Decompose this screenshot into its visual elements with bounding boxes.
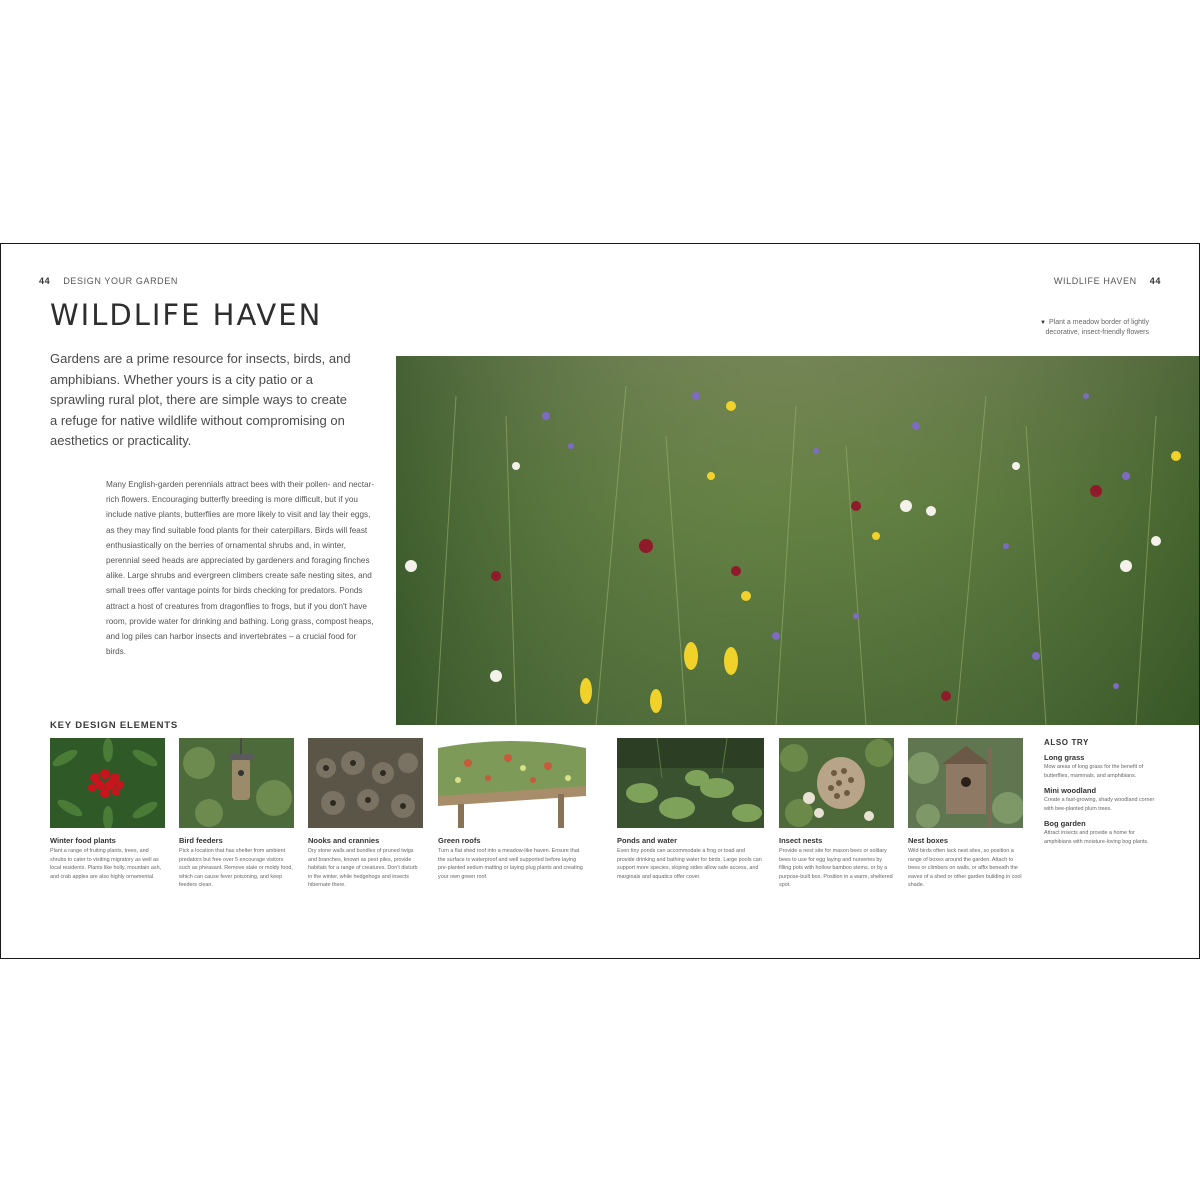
element-bird-feeders xyxy=(179,738,294,890)
also-try-item-description: Create a fast-growing, shady woodland corner with bee-planted plum trees. xyxy=(1044,797,1155,812)
element-description: Plant a range of fruiting plants, trees, and shrubs to cater to visiting migratory as well as local residents. Plants like holly, mountain ash, and crab apples are also highly ornamental. xyxy=(50,848,162,880)
photo-caption xyxy=(1029,318,1149,338)
body-paragraph: Many English-garden perennials attract bees with their pollen- and nectar-rich flowers. Encouraging butterfly breeding is more difficult, but if you include native plants, butterflies are more likely to visit and lay their eggs, as they may find suitable food plants for their caterpillars. Birds will feast enthusiastically on the berries of ornamental shrubs and, in winter, perennial seed heads are appreciated by gardeners and foraging finches alike. Large shrubs and evergreen climbers create safe nesting sites, and small trees offer vantage points for birds checking for predators. Ponds attract a host of creatures from dragonflies to frogs, but if you don't have room, provide water for drinking and bathing. Long grass, compost heaps, and log piles can harbor insects and invertebrates – a crucial food for birds. xyxy=(106,480,375,657)
key-design-elements-heading: KEY DESIGN ELEMENTS xyxy=(50,720,178,731)
ponds-and-water-photo xyxy=(617,738,764,828)
also-try-heading: ALSO TRY xyxy=(1044,738,1089,747)
element-description: Pick a location that has shelter from ambient predators but free over 5 encourage visitors such as pheasant. Remove stale or moldy food, which can cause fever poisoning, and keep feeders clean. xyxy=(179,848,293,889)
element-title: Ponds and water xyxy=(617,836,678,845)
element-description: Wild birds often lack nest sites, so position a range of boxes around the garden. Attach to trees or climbers on walls, or affix beneath the eaves of a shed or other garden building in cool shade. xyxy=(908,848,1022,889)
left-section-label: DESIGN YOUR GARDEN xyxy=(63,276,178,286)
right-section-label: WILDLIFE HAVEN xyxy=(1053,276,1137,286)
element-title: Green roofs xyxy=(438,836,481,845)
also-try-item-name: Long grass xyxy=(1044,753,1085,762)
triangle-down-icon: ▼ xyxy=(1040,320,1046,326)
element-title: Nooks and crannies xyxy=(308,836,380,845)
element-description: Provide a nest site for mason bees or solitary bees to use for egg laying and nurseries by filling pots with hollow bamboo stems, or by a purpose-built box. Position in a warm, sheltered spot. xyxy=(779,848,893,889)
element-description: Dry stone walls and bundles of pruned twigs and branches, known as pest piles, provide habitats for a range of creatures. Don't disturb in the winter, while hedgehogs and insects hibernate there. xyxy=(308,848,418,889)
intro-paragraph: Gardens are a prime resource for insects, birds, and amphibians. Whether yours is a city patio or a sprawling rural plot, there are simple ways to create a refuge for native wildlife without compromising on aesthetics or practicality. xyxy=(50,351,351,448)
left-folio xyxy=(29,276,178,286)
also-try-panel xyxy=(1044,738,1159,847)
element-title: Insect nests xyxy=(779,836,823,845)
also-try-item-description: Attract insects and provide a home for amphibians with moisture-loving bog plants. xyxy=(1044,830,1149,845)
page-title: WILDLIFE HAVEN xyxy=(50,298,323,332)
element-winter-food-plants xyxy=(50,738,165,881)
nest-boxes-photo xyxy=(908,738,1023,828)
insect-nests-photo xyxy=(779,738,894,828)
element-nooks-and-crannies xyxy=(308,738,423,890)
right-page-number: 44 xyxy=(1149,276,1161,286)
also-try-item-name: Mini woodland xyxy=(1044,786,1097,796)
also-try-item-name: Bog garden xyxy=(1044,819,1086,829)
element-insect-nests xyxy=(779,738,894,890)
photo-caption-text: Plant a meadow border of lightly decorative, insect-friendly flowers xyxy=(1045,319,1149,336)
element-nest-boxes xyxy=(908,738,1023,890)
element-title: Winter food plants xyxy=(50,836,116,845)
nooks-and-crannies-photo xyxy=(308,738,423,828)
element-description: Turn a flat shed roof into a meadow-like haven. Ensure that the surface is waterproof and well supported before laying pre-planted sedum matting or laying plug plants and creating your own green roof. xyxy=(438,848,583,880)
bird-feeders-photo xyxy=(179,738,294,828)
element-ponds-and-water xyxy=(617,738,764,881)
left-page-number: 44 xyxy=(39,276,51,286)
book-spread xyxy=(0,243,1200,959)
green-roofs-photo xyxy=(438,738,586,828)
also-try-item-description: Mow areas of long grass for the benefit of butterflies, mammals, and amphibians. xyxy=(1044,764,1144,779)
element-green-roofs xyxy=(438,738,586,881)
winter-food-plants-photo xyxy=(50,738,165,828)
meadow-photo xyxy=(396,356,1199,725)
right-folio xyxy=(1054,276,1171,286)
element-title: Bird feeders xyxy=(179,836,223,845)
element-title: Nest boxes xyxy=(908,836,949,845)
element-description: Even tiny ponds can accommodate a frog or toad and provide drinking and bathing water for birds. Large pools can support more species, sloping sides allow safe access, and marginals and aquatics offer cover. xyxy=(617,848,762,880)
